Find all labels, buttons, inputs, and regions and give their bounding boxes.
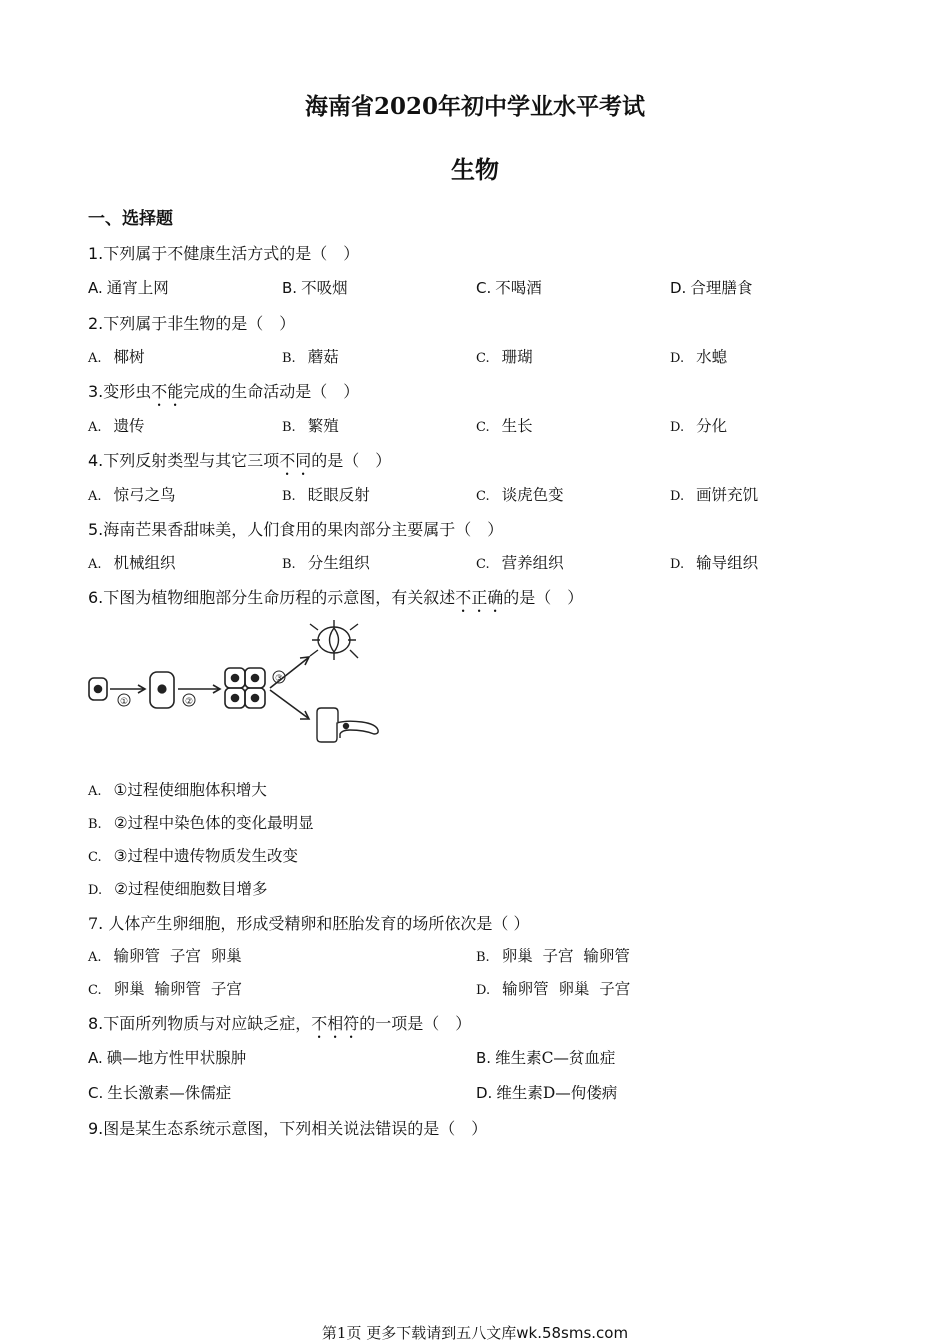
emphasis-text: 不同 — [279, 451, 312, 470]
section-heading: 一、选择题 — [88, 209, 173, 229]
q1-option-d[interactable]: D. 合理膳食 — [670, 279, 753, 297]
q3-option-a[interactable]: A. 遗传 — [88, 417, 145, 435]
q7-option-c[interactable]: C. 卵巢 输卵管 子宫 — [88, 980, 242, 998]
q2-option-c[interactable]: C. 珊瑚 — [476, 348, 533, 366]
q2-option-a[interactable]: A. 椰树 — [88, 348, 145, 366]
q6-option-c[interactable]: C. ③过程中遗传物质发生改变 — [88, 847, 299, 865]
question-1: 1.下列属于不健康生活方式的是（ ） — [88, 244, 360, 263]
q1-option-c[interactable]: C. 不喝酒 — [476, 279, 542, 297]
exam-subject: 生物 — [451, 155, 499, 184]
q4-option-b[interactable]: B. 眨眼反射 — [282, 486, 370, 504]
diagram-label-1: ① — [119, 697, 129, 707]
emphasis-text: 不相符 — [311, 1014, 360, 1033]
question-6: 6.下图为植物细胞部分生命历程的示意图，有关叙述不正确的是（ ） — [88, 588, 584, 607]
page-footer: 第1页 更多下载请到五八文库wk.58sms.com — [321, 1324, 629, 1342]
question-7: 7. 人体产生卵细胞，形成受精卵和胚胎发育的场所依次是（ ） — [88, 914, 530, 933]
q6-option-b[interactable]: B. ②过程中染色体的变化最明显 — [88, 814, 314, 832]
q6-option-d[interactable]: D. ②过程使细胞数目增多 — [88, 880, 268, 898]
q3-option-b[interactable]: B. 繁殖 — [282, 417, 339, 435]
cell-diagram — [84, 618, 394, 748]
diagram-label-2: ② — [184, 697, 194, 707]
question-2: 2.下列属于非生物的是（ ） — [88, 314, 296, 333]
question-9: 9.图是某生态系统示意图，下列相关说法错误的是（ ） — [88, 1119, 488, 1138]
diagram-label-3: ③ — [274, 674, 284, 684]
q2-option-b[interactable]: B. 蘑菇 — [282, 348, 339, 366]
q2-option-d[interactable]: D. 水螅 — [670, 348, 728, 366]
exam-title: 海南省2020年初中学业水平考试 — [304, 93, 645, 120]
q5-option-d[interactable]: D. 输导组织 — [670, 554, 759, 572]
q7-option-d[interactable]: D. 输卵管 卵巢 子宫 — [476, 980, 631, 998]
root-hair-cell — [317, 708, 378, 742]
guard-cells — [310, 620, 358, 660]
q5-option-a[interactable]: A. 机械组织 — [88, 554, 176, 572]
cell-group-divided — [225, 668, 265, 708]
q8-option-a[interactable]: A. 碘—地方性甲状腺肿 — [88, 1049, 247, 1067]
q8-option-b[interactable]: B. 维生素C—贫血症 — [476, 1049, 616, 1067]
question-8: 8.下面所列物质与对应缺乏症，不相符的一项是（ ） — [88, 1014, 472, 1033]
q1-option-a[interactable]: A. 通宵上网 — [88, 279, 169, 297]
question-5: 5.海南芒果香甜味美，人们食用的果肉部分主要属于（ ） — [88, 520, 504, 539]
q8-option-d[interactable]: D. 维生素D—佝偻病 — [476, 1084, 618, 1102]
q7-option-b[interactable]: B. 卵巢 子宫 输卵管 — [476, 947, 630, 965]
q6-option-a[interactable]: A. ①过程使细胞体积增大 — [88, 781, 267, 799]
emphasis-text: 不正确 — [455, 588, 504, 607]
q8-option-c[interactable]: C. 生长激素—侏儒症 — [88, 1084, 232, 1102]
question-4: 4.下列反射类型与其它三项不同的是（ ） — [88, 451, 392, 470]
footer-link[interactable]: wk.58sms.com — [516, 1324, 629, 1342]
emphasis-text: 不能 — [151, 382, 184, 401]
q4-option-c[interactable]: C. 谈虎色变 — [476, 486, 564, 504]
q4-option-a[interactable]: A. 惊弓之鸟 — [88, 486, 176, 504]
q5-option-b[interactable]: B. 分生组织 — [282, 554, 370, 572]
q5-option-c[interactable]: C. 营养组织 — [476, 554, 564, 572]
q3-option-c[interactable]: C. 生长 — [476, 417, 533, 435]
q3-option-d[interactable]: D. 分化 — [670, 417, 728, 435]
q4-option-d[interactable]: D. 画饼充饥 — [670, 486, 759, 504]
question-3: 3.变形虫不能完成的生命活动是（ ） — [88, 382, 360, 401]
q7-option-a[interactable]: A. 输卵管 子宫 卵巢 — [88, 947, 242, 965]
q1-option-b[interactable]: B. 不吸烟 — [282, 279, 348, 297]
